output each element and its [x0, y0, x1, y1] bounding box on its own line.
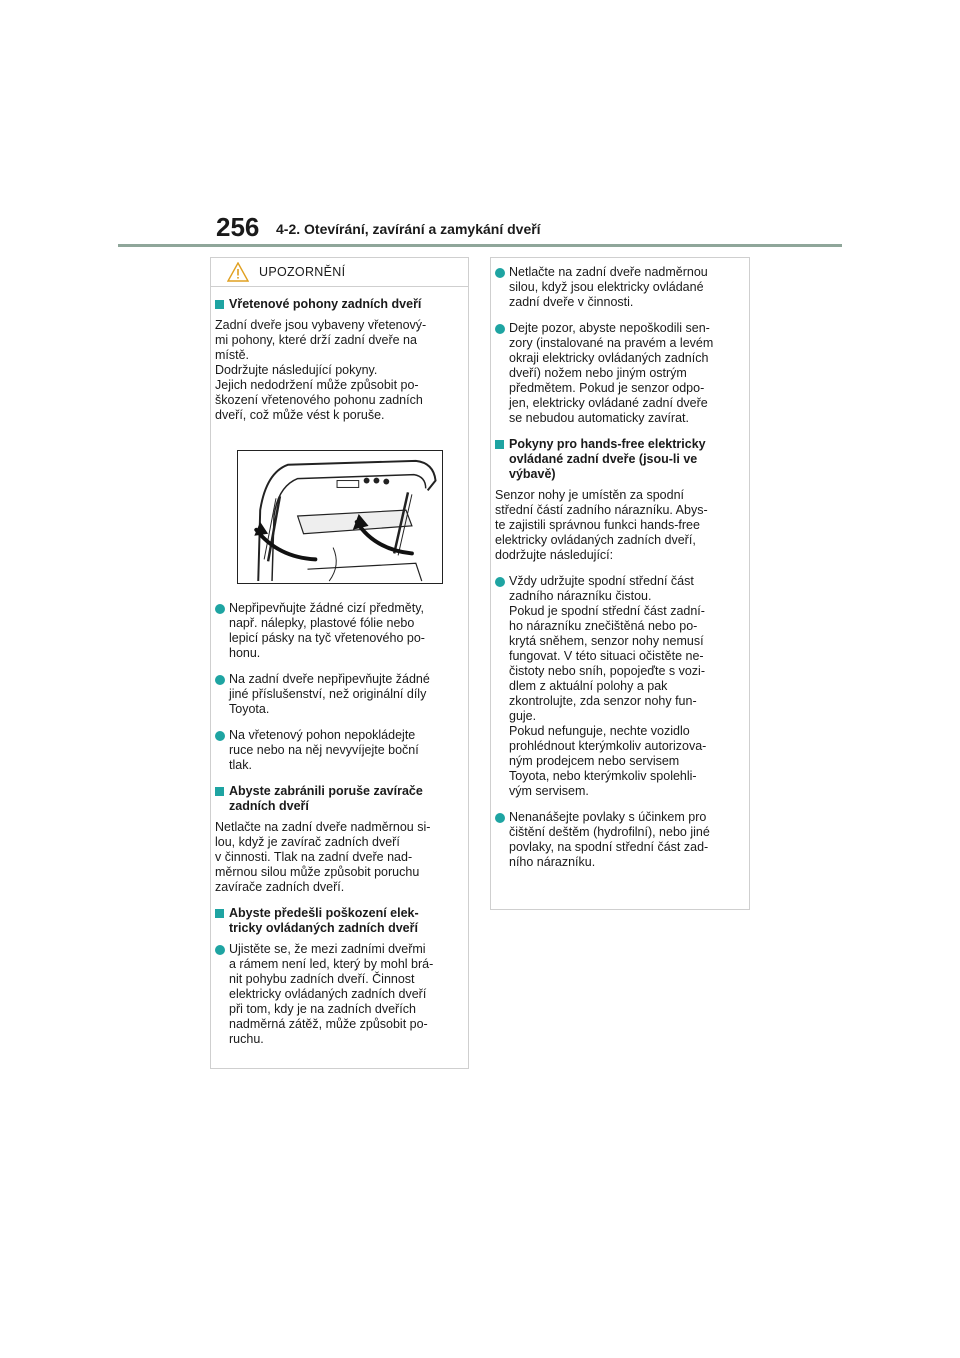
- heading-power-door-damage: Abyste předešli poškození elek- tricky ovládaných zadních dveří: [215, 906, 464, 936]
- heading-hands-free: Pokyny pro hands-free elektricky ovládané zadní dveře (jsou-li ve výbavě): [495, 437, 745, 482]
- heading-spindle-drives: Vřetenové pohony zadních dveří: [215, 297, 464, 312]
- bullet-no-excess-force: Netlačte na zadní dveře nadměrnou silou, když jsou elektricky ovládané zadní dveře v činnosti.: [495, 265, 745, 310]
- warning-box-left: [210, 257, 469, 1069]
- header-rule: [118, 244, 842, 247]
- bullet-no-hands: Na vřetenový pohon nepokládejte ruce nebo na něj nevyvíjejte boční tlak.: [215, 728, 464, 773]
- section-title: 4-2. Otevírání, zavírání a zamykání dveří: [276, 221, 541, 237]
- paragraph-spindle-intro: Zadní dveře jsou vybaveny vřetenový- mi pohony, které drží zadní dveře na místě. Dodržujte následující pokyny. Jejich nedodržení může způsobit po- škození vřetenového pohonu zadních dveří, což může vést k poruše.: [215, 318, 427, 422]
- bullet-genuine-accessories: Na zadní dveře nepřipevňujte žádné jiné příslušenství, než originální díly Toyota.: [215, 672, 464, 717]
- warning-label: UPOZORNĚNÍ: [259, 265, 346, 279]
- bullet-keep-bumper-clean: Vždy udržujte spodní střední část zadního nárazníku čistou. Pokud je spodní střední část zadní- ho nárazníku znečištěná nebo po- krytá sněhem, senzor nohy nemusí fungovat. V této situaci očistěte ne- čistoty nebo sníh, popojeďte s vozi- dlem z aktuální polohy a pak zkontrolujte, zda senzor nohy fun- guje. Pokud nefunguje, nechte vozidlo prohlédnout kterýmkoliv autorizova- ným prodejcem nebo servisem Toyota, nebo kterýmkoliv spolehli- vým servisem.: [495, 574, 745, 799]
- paragraph-closer: Netlačte na zadní dveře nadměrnou si- lou, když je zavírač zadních dveří v činnosti. Tlak na zadní dveře nad- měrnou silou může způsobit poruchu zavírače zadních dveří.: [215, 820, 431, 894]
- warning-header: [211, 258, 468, 287]
- bullet-no-foreign-objects: Nepřipevňujte žádné cizí předměty, např. nálepky, plastové fólie nebo lepicí pásky na tyč vřetenového po- honu.: [215, 601, 464, 661]
- bullet-sensors: Dejte pozor, abyste nepoškodili sen- zory (instalované na pravém a levém okraji elektricky ovládaných zadních dveří) nožem nebo jiným ostrým předmětem. Pokud je senzor odpo- jen, elektricky ovládané zadní dveře se nebudou automaticky zavírat.: [495, 321, 745, 426]
- warning-box-right: [490, 257, 750, 910]
- warning-triangle-icon: [227, 262, 249, 282]
- page-number: 256: [216, 212, 260, 242]
- heading-closer-failure: Abyste zabránili poruše zavírače zadních dveří: [215, 784, 464, 814]
- bullet-ice: Ujistěte se, že mezi zadními dveřmi a rámem není led, který by mohl brá- nit pohybu zadních dveří. Činnost elektricky ovládaných zadních dveří při tom, kdy je na zadních dveřích nadměrná zátěž, může způsobit po- ruchu.: [215, 942, 464, 1047]
- bullet-no-coatings: Nenanášejte povlaky s účinkem pro čištění deštěm (hydrofilní), nebo jiné povlaky, na spodní střední část zad- ního nárazníku.: [495, 810, 745, 870]
- tailgate-strut-illustration: [237, 450, 443, 584]
- paragraph-foot-sensor: Senzor nohy je umístěn za spodní střední částí zadního nárazníku. Abys- te zajistili správnou funkci hands-free elektricky ovládaných zadních dveří, dodržujte následující:: [495, 488, 708, 562]
